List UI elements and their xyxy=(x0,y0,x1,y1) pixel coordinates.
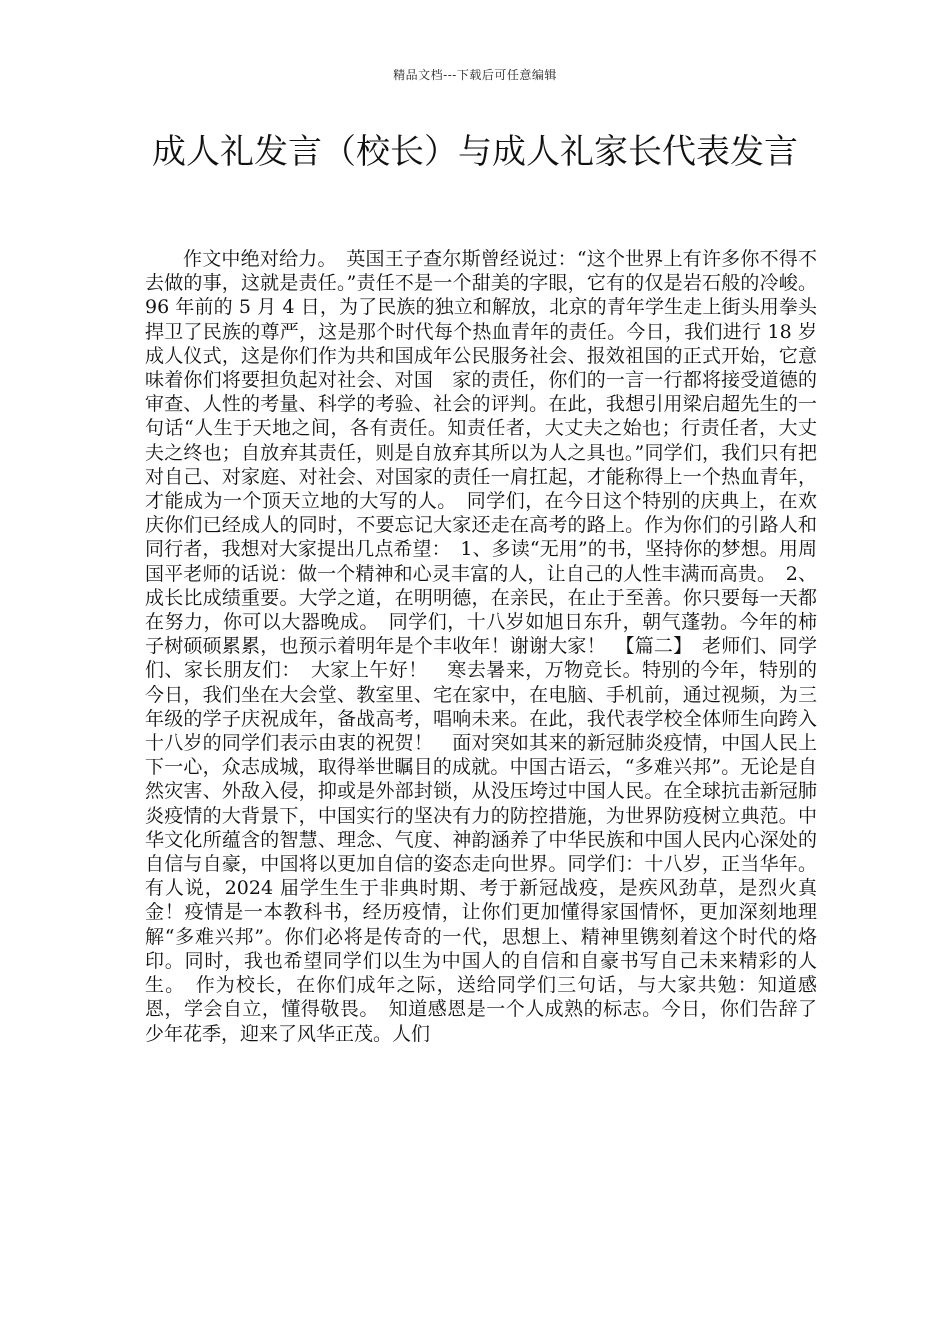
body-paragraph: 作文中绝对给力。 英国王子查尔斯曾经说过：“这个世界上有许多你不得不去做的事，这就是责任。”责任不是一个甜美的字眼，它有的仅是岩石般的冷峻。96 年前的 5 月 4 日，为了民族的独立和解放，北京的青年学生走上街头用拳头捍卫了民族的尊严，这是那个时代每个热血青年的责任。今日，我们进行 18 岁成人仪式，这是你们作为共和国成年公民服务社会、报效祖国的正式开始，它意味着你们将要担负起对社会、对国 家的责任，你们的一言一行都将接受道德的审查、人性的考量、科学的考验、社会的评判。在此，我想引用梁启超先生的一句话“人生于天地之间，各有责任。知责任者，大丈夫之始也；行责任者，大丈夫之终也；自放弃其责任，则是自放弃其所以为人之具也。”同学们，我们只有把对自己、对家庭、对社会、对国家的责任一肩扛起，才能称得上一个热血青年，才能成为一个顶天立地的大写的人。 同学们，在今日这个特别的庆典上，在欢庆你们已经成人的同时，不要忘记大家还走在高考的路上。作为你们的引路人和同行者，我想对大家提出几点希望： 1、多读“无用”的书，坚持你的梦想。用周国平老师的话说：做一个精神和心灵丰富的人，让自己的人性丰满而高贵。 2、成长比成绩重要。大学之道，在明明德，在亲民，在止于至善。你只要每一天都在努力，你可以大器晚成。 同学们，十八岁如旭日东升，朝气蓬勃。今年的柿子树硕硕累累，也预示着明年是个丰收年！谢谢大家！ 【篇二】 老师们、同学们、家长朋友们： 大家上午好！ 寒去暑来，万物竞长。特别的今年，特别的今日，我们坐在大会堂、教室里、宅在家中，在电脑、手机前，通过视频，为三年级的学子庆祝成年，备战高考，唱响未来。在此，我代表学校全体师生向跨入十八岁的同学们表示由衷的祝贺！ 面对突如其来的新冠肺炎疫情，中国人民上下一心，众志成城，取得举世瞩目的成就。中国古语云，“多难兴邦”。无论是自然灾害、外敌入侵，抑或是外部封锁，从没压垮过中国人民。在全球抗击新冠肺炎疫情的大背景下，中国实行的坚决有力的防控措施，为世界防疫树立典范。中华文化所蕴含的智慧、理念、气度、神韵涵养了中华民族和中国人民内心深处的自信与自豪，中国将以更加自信的姿态走向世界。同学们：十八岁，正当华年。有人说，2024 届学生生于非典时期、考于新冠战疫，是疾风劲草，是烈火真金！疫情是一本教科书，经历疫情，让你们更加懂得家国情怀，更加深刻地理解“多难兴邦”。你们必将是传奇的一代，思想上、精神里镌刻着这个时代的烙印。同时，我也希望同学们以生为中国人的自信和自豪书写自己未来精彩的人生。 作为校长，在你们成年之际，送给同学们三句话，与大家共勉：知道感恩，学会自立，懂得敬畏。 知道感恩是一个人成熟的标志。今日，你们告辞了少年花季，迎来了风华正茂。人们 xyxy=(145,248,817,1045)
document-title: 成人礼发言（校长）与成人礼家长代表发言 xyxy=(152,132,798,172)
header-note: 精品文档---下载后可任意编辑 xyxy=(393,68,557,82)
